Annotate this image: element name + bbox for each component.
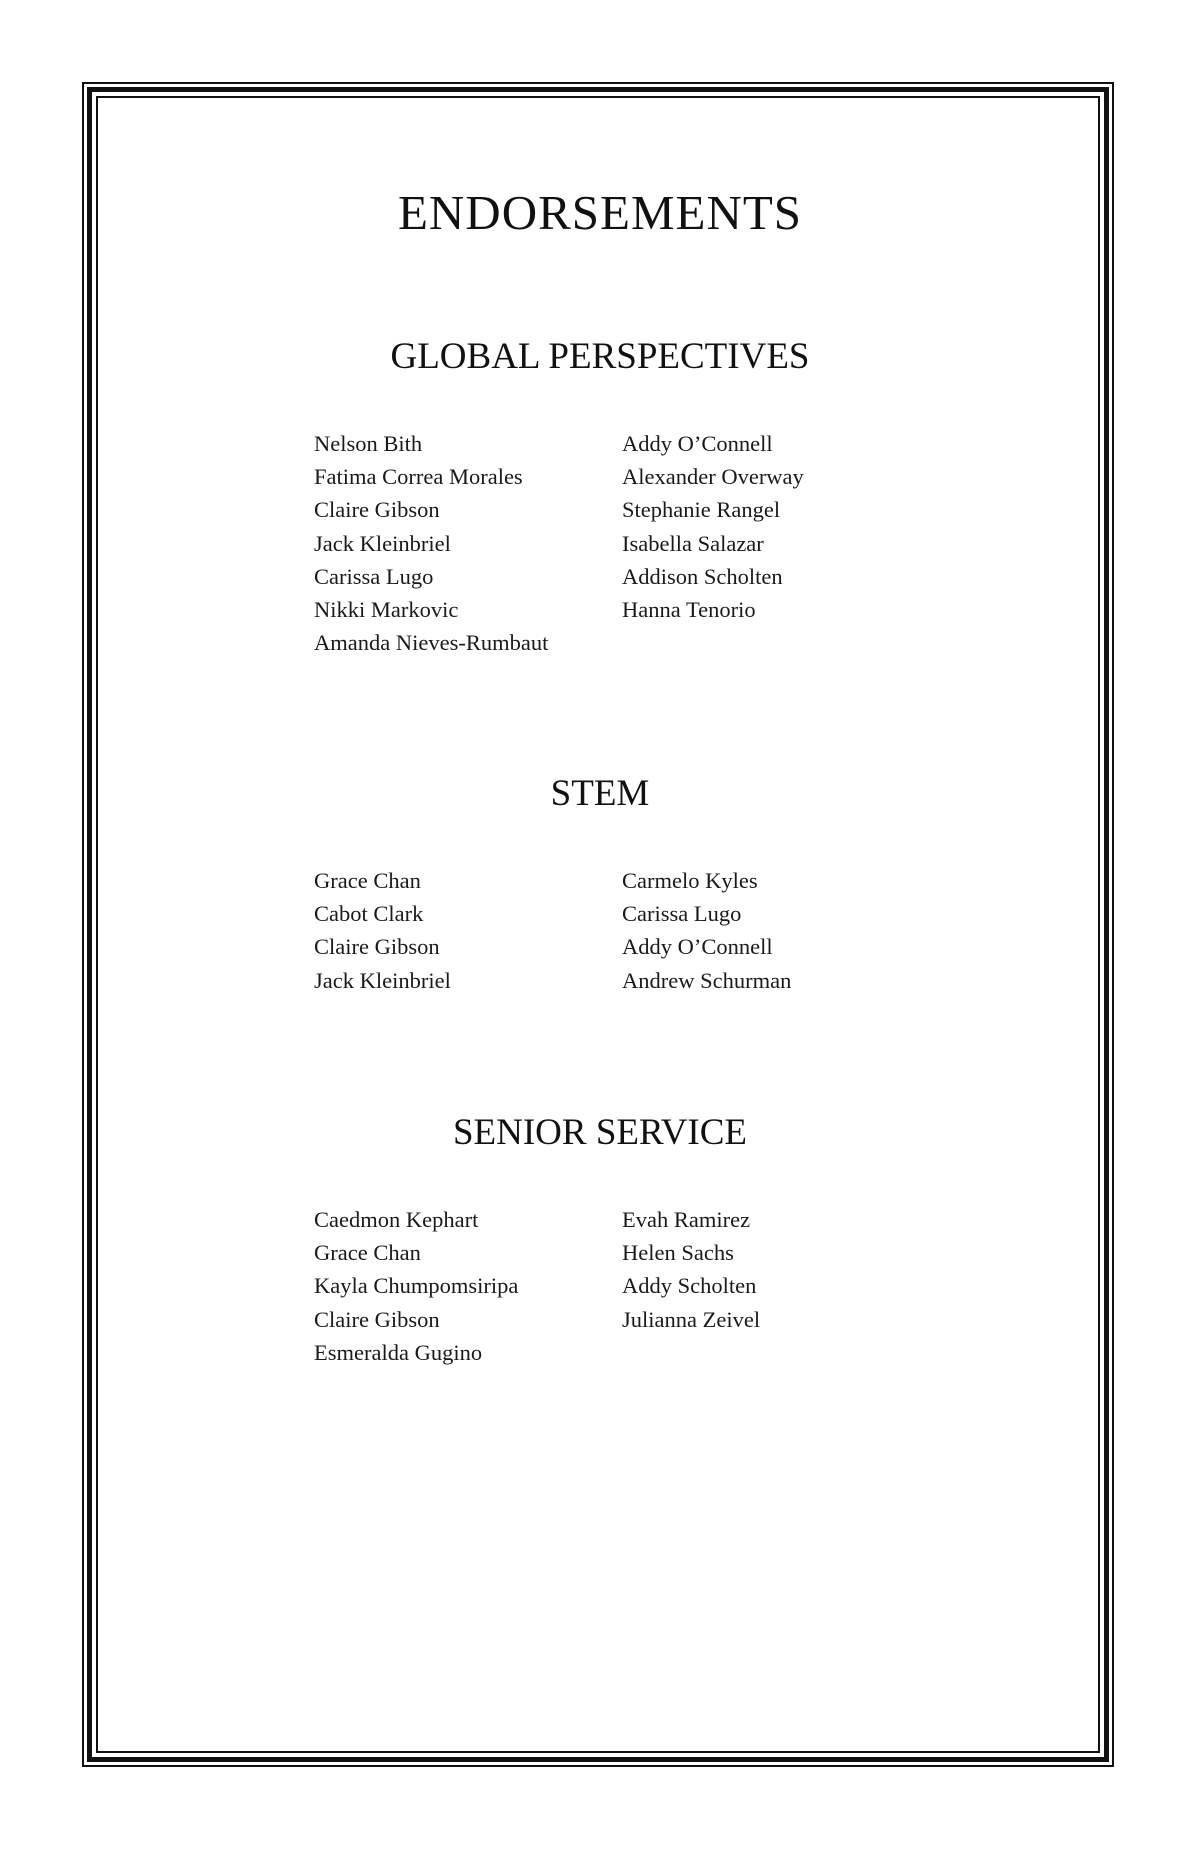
list-item: Julianna Zeivel (622, 1306, 761, 1332)
list-item: Grace Chan (314, 1240, 421, 1266)
list-item: Carmelo Kyles (622, 868, 758, 893)
list-item: Carissa Lugo (622, 901, 742, 927)
list-item: Cabot Clark (314, 901, 424, 927)
list-item: Kayla Chumpomsiripa (314, 1273, 519, 1299)
list-item: Carissa Lugo (314, 563, 434, 589)
section-heading: GLOBAL PERSPECTIVES (390, 336, 810, 377)
name-columns (0, 427, 1200, 656)
list-item: Stephanie Rangel (622, 497, 781, 523)
list-item: Helen Sachs (622, 1240, 734, 1266)
list-item: Hanna Tenorio (622, 597, 756, 623)
list-item: Addy O’Connell (622, 934, 773, 960)
list-item: Addy Scholten (622, 1273, 757, 1299)
section-heading: STEM (550, 773, 650, 814)
name-list-right (622, 864, 791, 997)
list-item: Esmeralda Gugino (314, 1339, 483, 1365)
name-columns (0, 864, 1200, 993)
list-item: Jack Kleinbriel (314, 967, 451, 993)
name-list-left (314, 427, 548, 659)
list-item: Claire Gibson (314, 497, 440, 523)
list-item: Evah Ramirez (622, 1207, 751, 1232)
list-item: Claire Gibson (314, 934, 440, 960)
list-item: Addy O’Connell (622, 431, 773, 456)
list-item: Nelson Bith (314, 431, 423, 456)
list-item: Nikki Markovic (314, 597, 459, 623)
list-item: Alexander Overway (622, 464, 804, 490)
list-item: Claire Gibson (314, 1306, 440, 1332)
list-item: Jack Kleinbriel (314, 530, 451, 556)
name-list-right (622, 427, 804, 626)
list-item: Andrew Schurman (622, 967, 792, 993)
name-columns (0, 1203, 1200, 1365)
section-global-perspectives (0, 336, 1200, 656)
list-item: Fatima Correa Morales (314, 464, 523, 490)
list-item: Grace Chan (314, 868, 421, 893)
name-list-right (622, 1203, 760, 1336)
list-item: Addison Scholten (622, 563, 783, 589)
name-list-left (314, 1203, 518, 1369)
section-heading: SENIOR SERVICE (452, 1112, 748, 1153)
list-item: Caedmon Kephart (314, 1207, 479, 1232)
section-senior-service (0, 1112, 1200, 1365)
list-item: Amanda Nieves-Rumbaut (314, 630, 549, 656)
section-stem (0, 773, 1200, 993)
list-item: Isabella Salazar (622, 530, 764, 556)
name-list-left (314, 864, 451, 997)
page-title: ENDORSEMENTS (397, 185, 803, 240)
